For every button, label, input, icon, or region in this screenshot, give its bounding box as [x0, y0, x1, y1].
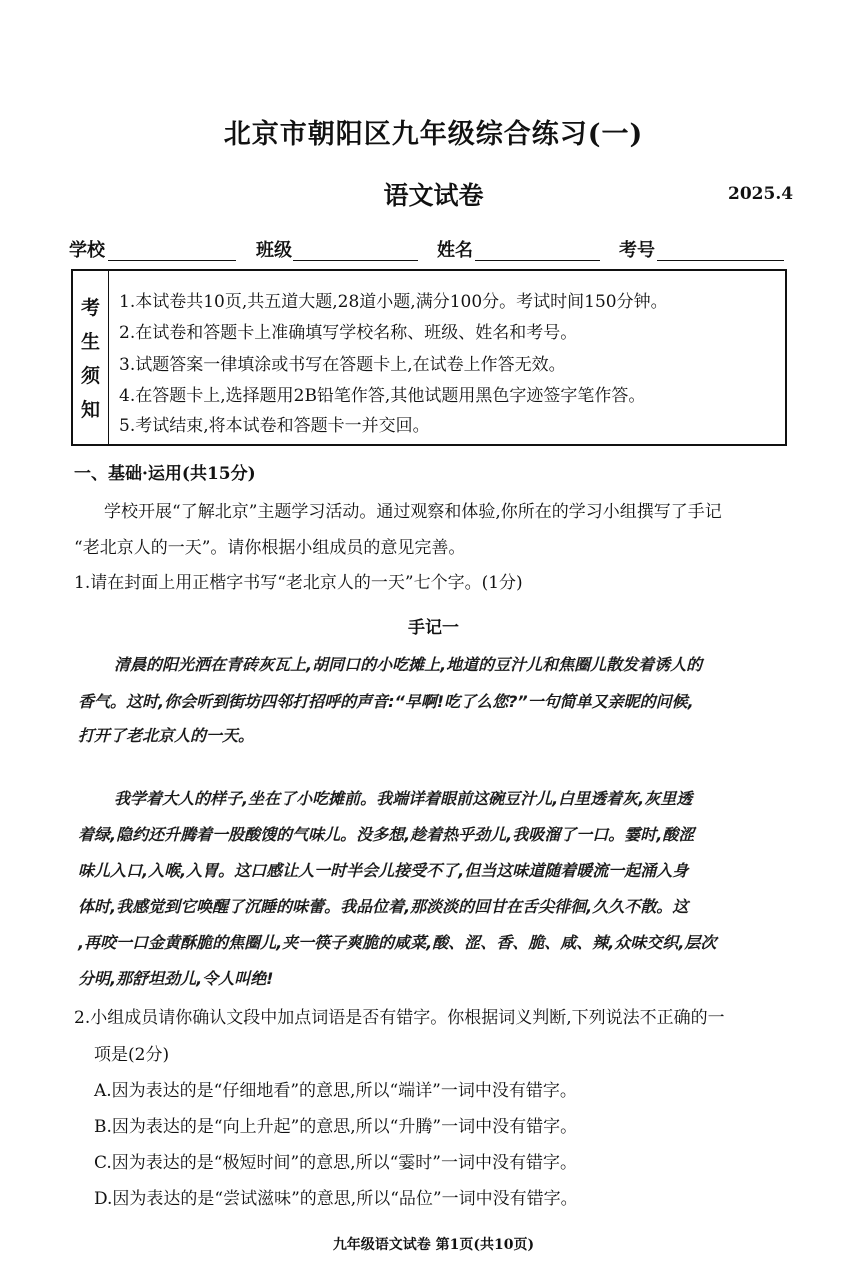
option-d: D.因为表达的是“尝试滋味”的意思,所以“品位”一词中没有错字。	[94, 1189, 578, 1209]
exam-no-blank	[657, 260, 784, 261]
class-label: 班级	[256, 240, 292, 261]
page-footer: 九年级语文试卷 第1页(共10页)	[332, 1237, 535, 1253]
section-heading: 一、基础·运用(共15分)	[74, 464, 256, 484]
name-blank	[475, 260, 600, 261]
intro-line: “老北京人的一天”。请你根据小组成员的意见完善。	[74, 538, 466, 558]
note-line: 体时,我感觉到它唤醒了沉睡的味蕾。我品位着,那淡淡的回甘在舌尖徘徊,久久不散。这	[78, 897, 689, 916]
intro-line: 学校开展“了解北京”主题学习活动。通过观察和体验,你所在的学习小组撰写了手记	[104, 502, 722, 522]
notice-item: 3.试题答案一律填涂或书写在答题卡上,在试卷上作答无效。	[119, 355, 566, 375]
note-line: 味儿入口,入喉,入胃。这口感让人一时半会儿接受不了,但当这味道随着暖流一起涌入身	[78, 861, 689, 880]
exam-no-label: 考号	[619, 240, 655, 261]
notice-item: 4.在答题卡上,选择题用2B铅笔作答,其他试题用黑色字迹签字笔作答。	[119, 386, 646, 406]
notice-item: 2.在试卷和答题卡上准确填写学校名称、班级、姓名和考号。	[119, 323, 578, 343]
note-line: 我学着大人的样子,坐在了小吃摊前。我端详着眼前这碗豆汁儿,白里透着灰,灰里透	[114, 789, 693, 808]
exam-subtitle: 语文试卷	[383, 181, 484, 210]
question-2: 2.小组成员请你确认文段中加点词语是否有错字。你根据词义判断,下列说法不正确的一	[74, 1008, 725, 1028]
school-label: 学校	[69, 240, 105, 261]
exam-date: 2025.4	[728, 184, 794, 204]
question-1: 1.请在封面上用正楷字书写“老北京人的一天”七个字。(1分)	[74, 573, 523, 593]
name-label: 姓名	[437, 240, 473, 261]
notice-heading: 考 生 须 知	[73, 271, 109, 444]
note-line: 香气。这时,你会听到街坊四邻打招呼的声音:“早啊!吃了么您?”一句简单又亲昵的问候,	[78, 692, 694, 711]
note-line: 分明,那舒坦劲儿,令人叫绝!	[78, 969, 274, 988]
class-blank	[293, 260, 418, 261]
option-c: C.因为表达的是“极短时间”的意思,所以“霎时”一词中没有错字。	[94, 1153, 577, 1173]
exam-notice-box	[71, 269, 787, 446]
note-title: 手记一	[408, 618, 459, 638]
note-line: ,再咬一口金黄酥脆的焦圈儿,夹一筷子爽脆的咸菜,酸、涩、香、脆、咸、辣,众味交织,层次	[78, 933, 717, 952]
exam-title: 北京市朝阳区九年级综合练习(一)	[223, 119, 644, 150]
note-line: 清晨的阳光洒在青砖灰瓦上,胡同口的小吃摊上,地道的豆汁儿和焦圈儿散发着诱人的	[114, 655, 703, 674]
notice-item: 5.考试结束,将本试卷和答题卡一并交回。	[119, 416, 430, 436]
note-line: 打开了老北京人的一天。	[78, 726, 255, 745]
option-b: B.因为表达的是“向上升起”的意思,所以“升腾”一词中没有错字。	[94, 1117, 578, 1137]
option-a: A.因为表达的是“仔细地看”的意思,所以“端详”一词中没有错字。	[94, 1081, 577, 1101]
notice-item: 1.本试卷共10页,共五道大题,28道小题,满分100分。考试时间150分钟。	[119, 292, 668, 312]
school-blank	[108, 260, 236, 261]
note-line: 着绿,隐约还升腾着一股酸馊的气味儿。没多想,趁着热乎劲儿,我吸溜了一口。霎时,酸涩	[78, 825, 695, 844]
question-2-cont: 项是(2分)	[94, 1045, 170, 1065]
